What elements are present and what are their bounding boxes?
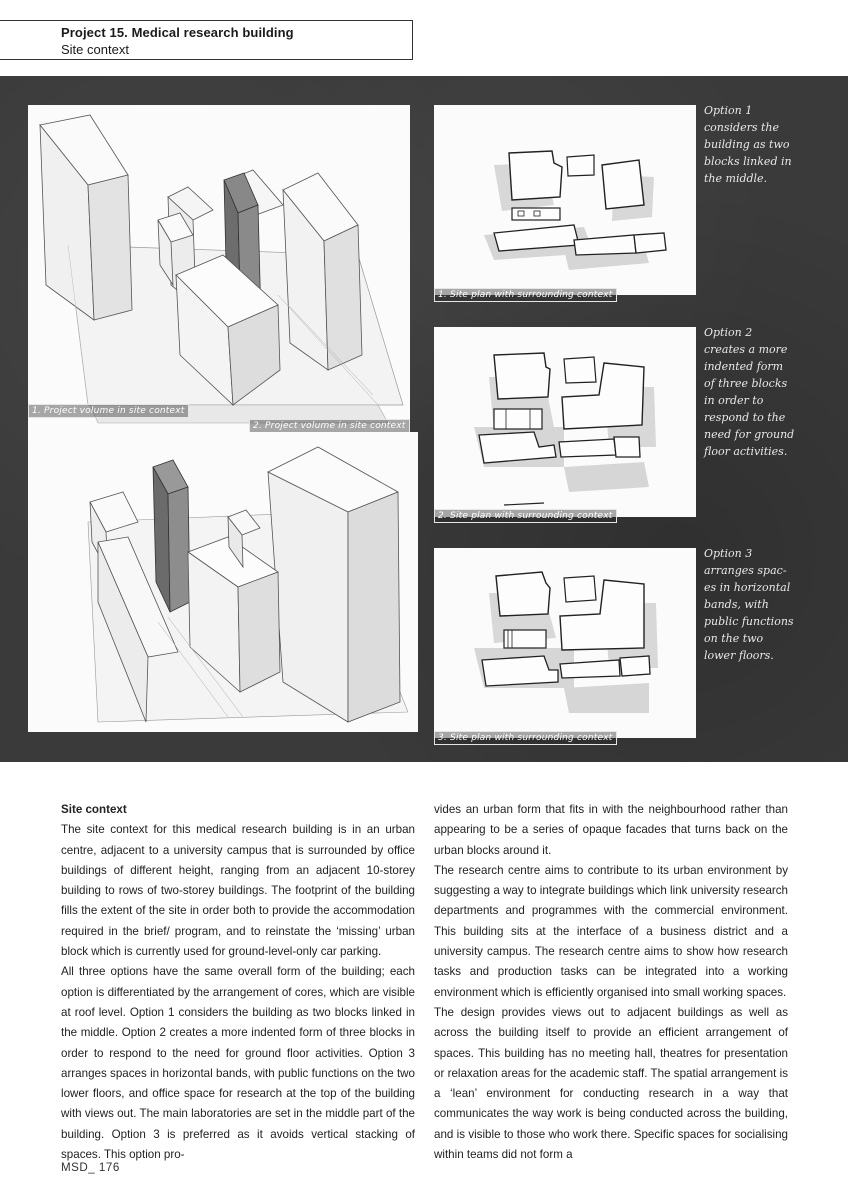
axonometric-drawing-2 (28, 432, 418, 732)
option-2-note (704, 324, 796, 460)
drawing-board (0, 76, 848, 762)
option-line: Option 2 (704, 326, 753, 339)
option-1-note (704, 102, 796, 187)
option-line: arranges spac- (704, 564, 787, 577)
option-line: es in horizontal (704, 581, 791, 594)
option-line: of three blocks (704, 377, 788, 390)
option-line: considers the (704, 121, 779, 134)
option-line: public functions (704, 615, 794, 628)
figure-caption: 1. Site plan with surrounding context (434, 288, 617, 302)
option-line: Option 3 (704, 547, 753, 560)
option-line: floor activities. (704, 445, 788, 458)
axonometric-view-1 (28, 105, 410, 435)
option-line: creates a more (704, 343, 788, 356)
site-plan-drawing-1 (434, 105, 696, 295)
site-plan-2 (434, 327, 696, 517)
figure-caption: 1. Project volume in site context (28, 404, 189, 418)
site-plan-3 (434, 548, 696, 738)
option-line: bands, with (704, 598, 769, 611)
figure-caption: 2. Site plan with surrounding context (434, 509, 617, 523)
option-line: on the two (704, 632, 764, 645)
text-column-2 (434, 800, 788, 1165)
option-line: need for ground (704, 428, 795, 441)
paragraph: The site context for this medical research building is in an urban centre, adjacent to a university campus that is surrounded by office buildings of different height, ranging from an adjacent 10-storey building to rows of two-storey buildings. The footprint of the building fills the extent of the site in order both to provide the accommodation required in the brief/ program, and to reinstate the ‘missing’ urban block which is currently used for ground-level-only car parking. (61, 823, 415, 959)
page-number: MSD_ 176 (61, 1161, 120, 1174)
site-plan-drawing-2 (434, 327, 696, 517)
option-line: in order to (704, 394, 764, 407)
text-column-1 (61, 800, 415, 1165)
header-box (0, 20, 413, 60)
page-title: Project 15. Medical research building (61, 25, 294, 40)
site-plan-1 (434, 105, 696, 295)
option-line: lower floors. (704, 649, 774, 662)
paragraph: vides an urban form that fits in with the neighbourhood rather than appearing to be a series of opaque facades that turns back on the urban blocks around it. (434, 803, 788, 857)
option-line: the middle. (704, 172, 768, 185)
option-line: indented form (704, 360, 784, 373)
figure-caption: 3. Site plan with surrounding context (434, 731, 617, 745)
option-line: blocks linked in (704, 155, 792, 168)
option-line: respond to the (704, 411, 786, 424)
option-3-note (704, 545, 796, 664)
section-heading: Site context (61, 803, 127, 816)
page-subtitle: Site context (61, 42, 129, 57)
site-plan-drawing-3 (434, 548, 696, 738)
option-line: Option 1 (704, 104, 753, 117)
figure-caption: 2. Project volume in site context (249, 419, 410, 433)
paragraph: All three options have the same overall form of the building; each option is differentiated by the arrangement of cores, which are visible at roof level. Option 1 considers the building as two blocks linked in the middle. Option 2 creates a more indented form of three blocks in order to respond to the need for ground floor activities. Option 3 arranges spaces in horizontal bands, with public functions on the two lower floors, and office space for research at the top of the building with views out. The main laboratories are set in the middle part of the building. Option 3 is preferred as it avoids vertical stacking of spaces. This option pro- (61, 965, 415, 1162)
paragraph: The research centre aims to contribute to its urban environment by suggesting a way to integrate buildings which link university research departments and programmes with the commercial environment. This building sits at the interface of a business district and a university campus. The research centre aims to show how research tasks and production tasks can be integrated into a working environment which is efficiently organised into small working spaces. (434, 863, 788, 999)
axonometric-view-2 (28, 432, 418, 732)
axonometric-drawing-1 (28, 105, 410, 435)
paragraph: The design provides views out to adjacent buildings as well as across the building itself to provide an efficient arrangement of spaces. This building has no meeting hall, theatres for presentation or relaxation areas for the academic staff. The spatial arrangement is a ‘lean’ environment for conducting research in a way that communicates the way work is being conducted across the building, and is visible to those who work there. Specific spaces for socialising within teams did not form a (434, 1005, 788, 1162)
option-line: building as two (704, 138, 790, 151)
